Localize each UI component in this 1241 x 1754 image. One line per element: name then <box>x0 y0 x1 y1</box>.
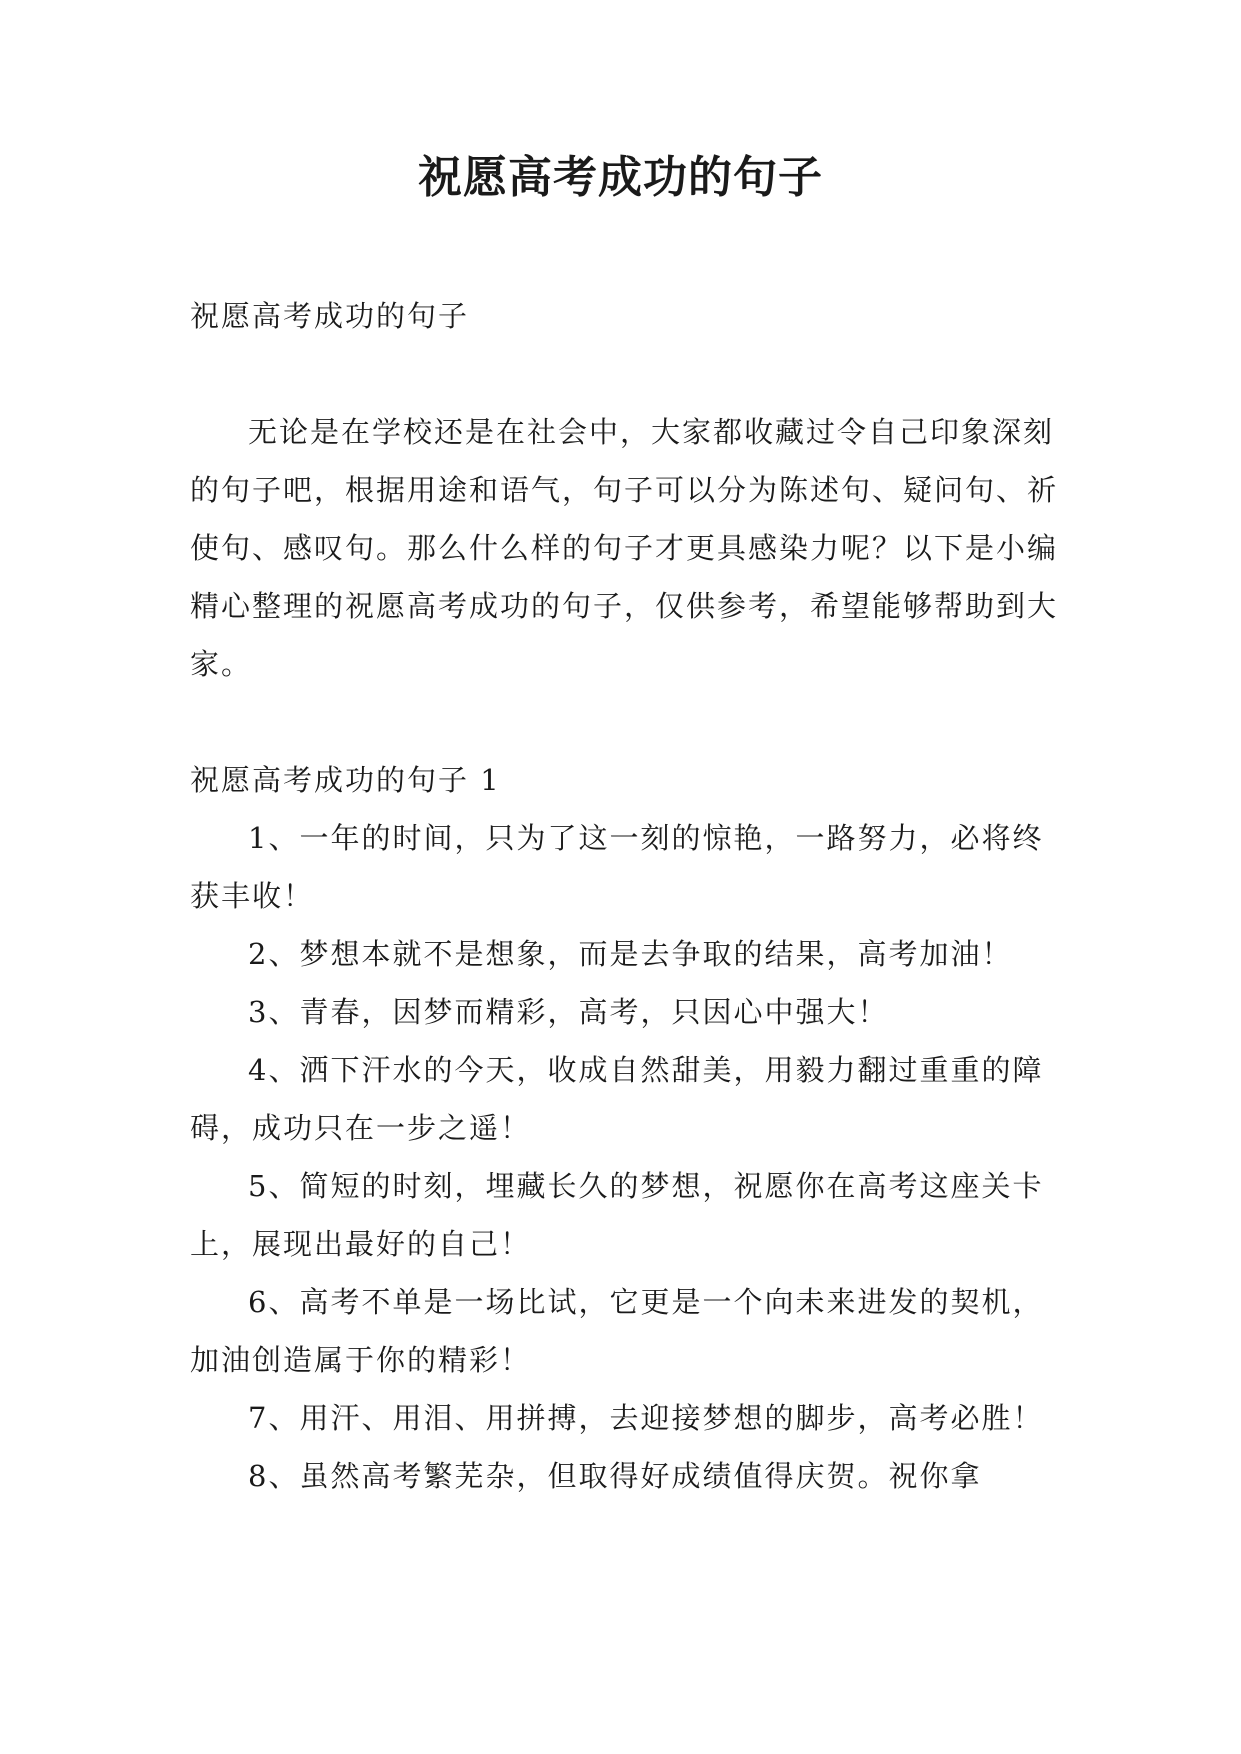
document-body <box>190 287 1060 1505</box>
list-item: 8、虽然高考繁芜杂，但取得好成绩值得庆贺。祝你拿 <box>248 1459 982 1493</box>
section-heading: 祝愿高考成功的句子 1 <box>190 763 501 797</box>
list-item: 1、一年的时间，只为了这一刻的惊艳，一路努力，必将终获丰收！ <box>190 821 1044 913</box>
list-item: 4、洒下汗水的今天，收成自然甜美，用毅力翻过重重的障碍，成功只在一步之遥！ <box>190 1053 1044 1145</box>
list-item: 5、简短的时刻，埋藏长久的梦想，祝愿你在高考这座关卡上，展现出最好的自己！ <box>190 1169 1044 1261</box>
document-title: 祝愿高考成功的句子 <box>418 152 823 203</box>
list-item: 6、高考不单是一场比试，它更是一个向未来进发的契机，加油创造属于你的精彩！ <box>190 1285 1044 1377</box>
list-item: 7、用汗、用泪、用拼搏，去迎接梦想的脚步，高考必胜！ <box>248 1401 1044 1435</box>
list-item: 3、青春，因梦而精彩，高考，只因心中强大！ <box>248 995 889 1029</box>
document-subtitle: 祝愿高考成功的句子 <box>190 299 470 333</box>
list-item: 2、梦想本就不是想象，而是去争取的结果，高考加油！ <box>248 937 1013 971</box>
intro-paragraph: 无论是在学校还是在社会中，大家都收藏过令自己印象深刻的句子吧，根据用途和语气，句子可以分为陈述句、疑问句、祈使句、感叹句。那么什么样的句子才更具感染力呢？以下是小编精心整理的祝愿高考成功的句子，仅供参考，希望能够帮助到大家。 <box>190 415 1059 681</box>
